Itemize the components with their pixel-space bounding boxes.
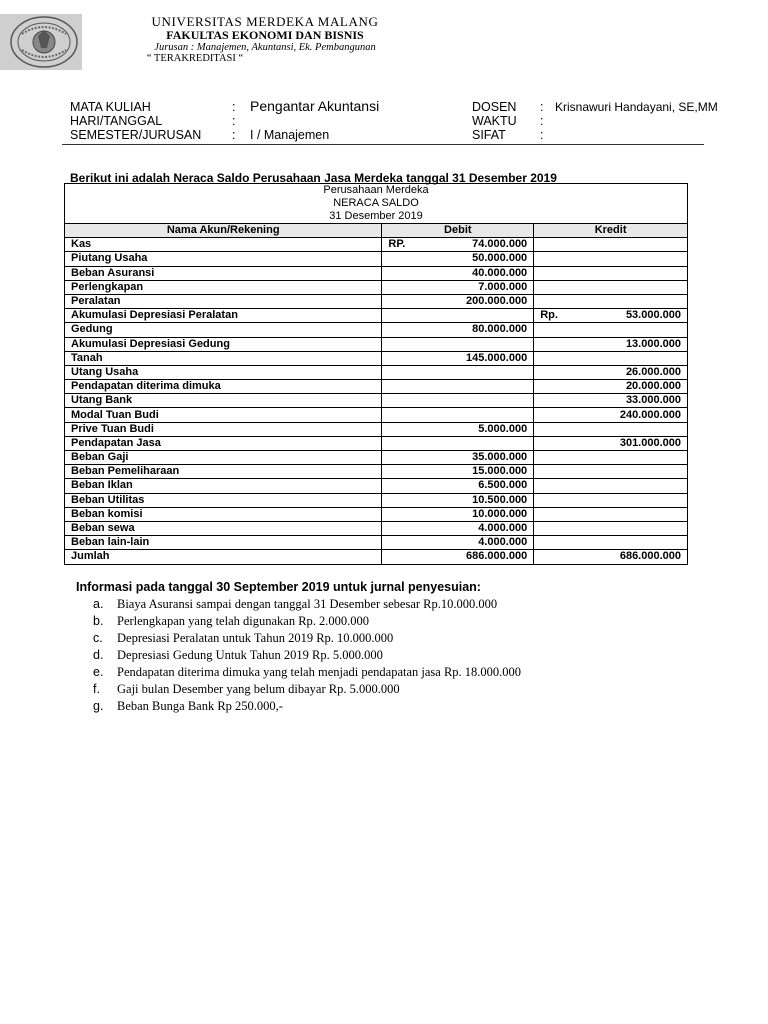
- account-name: Peralatan: [65, 294, 382, 308]
- credit-cell: [534, 493, 688, 507]
- account-name: Kas: [65, 238, 382, 252]
- table-row: [65, 280, 688, 294]
- colon: :: [540, 100, 544, 114]
- credit-prefix: Rp.: [540, 309, 558, 322]
- debit-value: 10.000.000: [472, 507, 528, 520]
- debit-cell: [382, 550, 534, 564]
- item-letter: d.: [93, 648, 104, 662]
- credit-cell: [534, 323, 688, 337]
- credit-value: 301.000.000: [619, 436, 681, 449]
- credit-cell: [534, 394, 688, 408]
- seal-icon: [0, 14, 82, 70]
- debit-cell: [382, 252, 534, 266]
- account-name: Pendapatan diterima dimuka: [65, 380, 382, 394]
- account-name: Beban Pemeliharaan: [65, 465, 382, 479]
- account-name: Beban Gaji: [65, 451, 382, 465]
- debit-cell: [382, 365, 534, 379]
- item-letter: c.: [93, 631, 103, 645]
- adjustment-heading: Informasi pada tanggal 30 September 2019 untuk jurnal penyesuian:: [76, 580, 481, 594]
- table-row: [65, 479, 688, 493]
- debit-value: 145.000.000: [466, 351, 528, 364]
- item-text: Beban Bunga Bank Rp 250.000,-: [117, 699, 283, 713]
- account-name: Jumlah: [65, 550, 382, 564]
- credit-cell: [534, 422, 688, 436]
- debit-cell: [382, 479, 534, 493]
- item-text: Depresiasi Gedung Untuk Tahun 2019 Rp. 5.000.000: [117, 648, 383, 662]
- debit-cell: [382, 380, 534, 394]
- debit-value: 74.000.000: [472, 238, 528, 251]
- table-row: [65, 309, 688, 323]
- credit-value: 33.000.000: [625, 394, 681, 407]
- adjustment-item: [93, 597, 497, 612]
- item-letter: g.: [93, 699, 104, 713]
- item-text: Biaya Asuransi sampai dengan tanggal 31 Desember sebesar Rp.10.000.000: [117, 597, 498, 611]
- credit-cell: [534, 280, 688, 294]
- debit-cell: [382, 294, 534, 308]
- waktu-label: WAKTU: [472, 114, 517, 128]
- colon: :: [232, 128, 236, 142]
- debit-cell: [382, 465, 534, 479]
- dosen-label: DOSEN: [472, 100, 517, 114]
- item-text: Gaji bulan Desember yang belum dibayar Rp. 5.000.000: [117, 682, 400, 696]
- table-row: [65, 408, 688, 422]
- debit-value: 7.000.000: [478, 280, 528, 293]
- credit-cell: [534, 550, 688, 564]
- debit-cell: [382, 309, 534, 323]
- table-row: [65, 351, 688, 365]
- debit-value: 50.000.000: [472, 252, 528, 265]
- credit-cell: [534, 521, 688, 535]
- debit-cell: [382, 337, 534, 351]
- debit-cell: [382, 521, 534, 535]
- departments: Jurusan : Manajemen, Akuntansi, Ek. Pembangunan: [154, 42, 376, 53]
- divider: [62, 144, 704, 145]
- table-row: [65, 365, 688, 379]
- mata-kuliah-value: Pengantar Akuntansi: [250, 98, 380, 114]
- credit-value: 13.000.000: [625, 337, 681, 350]
- credit-cell: [534, 252, 688, 266]
- debit-cell: [382, 422, 534, 436]
- debit-value: 4.000.000: [478, 536, 528, 549]
- debit-cell: [382, 351, 534, 365]
- table-row: [65, 337, 688, 351]
- account-name: Prive Tuan Budi: [65, 422, 382, 436]
- account-name: Gedung: [65, 323, 382, 337]
- credit-cell: [534, 465, 688, 479]
- table-row: [65, 436, 688, 450]
- item-letter: e.: [93, 665, 104, 679]
- credit-cell: [534, 479, 688, 493]
- credit-value: 240.000.000: [619, 408, 681, 421]
- faculty-name: FAKULTAS EKONOMI DAN BISNIS: [166, 28, 364, 42]
- account-name: Akumulasi Depresiasi Peralatan: [65, 309, 382, 323]
- table-row: [65, 550, 688, 564]
- debit-value: 6.500.000: [478, 479, 528, 492]
- item-letter: f.: [93, 682, 100, 696]
- report-title: NERACA SALDO: [65, 197, 688, 210]
- account-name: Perlengkapan: [65, 280, 382, 294]
- adjustment-item: [93, 631, 393, 646]
- semester-value: I / Manajemen: [250, 128, 330, 142]
- colon: :: [540, 114, 544, 128]
- colon: :: [232, 100, 236, 114]
- account-name: Pendapatan Jasa: [65, 436, 382, 450]
- debit-cell: [382, 536, 534, 550]
- debit-cell: [382, 280, 534, 294]
- account-name: Modal Tuan Budi: [65, 408, 382, 422]
- account-name: Beban lain-lain: [65, 536, 382, 550]
- accreditation: “ TERAKREDITASI “: [146, 53, 244, 64]
- debit-prefix: RP.: [388, 238, 406, 251]
- table-row: [65, 294, 688, 308]
- debit-cell: [382, 323, 534, 337]
- trial-balance-table: [64, 183, 688, 565]
- col-debit-header: Debit: [382, 224, 534, 238]
- item-letter: a.: [93, 597, 104, 611]
- debit-cell: [382, 238, 534, 252]
- university-name: UNIVERSITAS MERDEKA MALANG: [151, 14, 379, 29]
- debit-value: 4.000.000: [478, 522, 528, 535]
- credit-cell: [534, 351, 688, 365]
- adjustment-item: [93, 614, 369, 629]
- col-credit-header: Kredit: [534, 224, 688, 238]
- debit-cell: [382, 408, 534, 422]
- account-name: Beban Iklan: [65, 479, 382, 493]
- credit-value: 686.000.000: [619, 550, 681, 563]
- account-name: Utang Bank: [65, 394, 382, 408]
- adjustment-item: [93, 648, 383, 663]
- account-name: Tanah: [65, 351, 382, 365]
- credit-cell: [534, 238, 688, 252]
- adjustment-item: [93, 699, 283, 714]
- table-row: [65, 323, 688, 337]
- table-row: [65, 422, 688, 436]
- hari-label: HARI/TANGGAL: [70, 114, 163, 128]
- debit-cell: [382, 507, 534, 521]
- table-row: [65, 266, 688, 280]
- credit-cell: [534, 436, 688, 450]
- account-name: Beban sewa: [65, 521, 382, 535]
- report-date: 31 Desember 2019: [65, 210, 688, 224]
- colon: :: [232, 114, 236, 128]
- intro-text: Berikut ini adalah Neraca Saldo Perusahaan Jasa Merdeka tanggal 31 Desember 2019: [70, 171, 557, 185]
- credit-cell: [534, 536, 688, 550]
- table-row: [65, 252, 688, 266]
- table-row: [65, 394, 688, 408]
- adjustment-item: [93, 665, 521, 680]
- col-account-header: Nama Akun/Rekening: [65, 224, 382, 238]
- credit-cell: [534, 309, 688, 323]
- debit-value: 10.500.000: [472, 493, 528, 506]
- debit-cell: [382, 493, 534, 507]
- table-row: [65, 380, 688, 394]
- credit-cell: [534, 507, 688, 521]
- semester-label: SEMESTER/JURUSAN: [70, 128, 202, 142]
- table-row: [65, 238, 688, 252]
- table-row: [65, 521, 688, 535]
- credit-cell: [534, 408, 688, 422]
- table-row: [65, 507, 688, 521]
- credit-cell: [534, 380, 688, 394]
- credit-cell: [534, 365, 688, 379]
- company-name: Perusahaan Merdeka: [65, 184, 688, 198]
- debit-value: 80.000.000: [472, 323, 528, 336]
- adjustment-item: [93, 682, 400, 697]
- dosen-value: Krisnawuri Handayani, SE,MM: [555, 100, 718, 114]
- account-name: Piutang Usaha: [65, 252, 382, 266]
- sifat-label: SIFAT: [472, 128, 506, 142]
- debit-cell: [382, 394, 534, 408]
- account-name: Beban komisi: [65, 507, 382, 521]
- table-row: [65, 451, 688, 465]
- credit-cell: [534, 337, 688, 351]
- account-name: Beban Asuransi: [65, 266, 382, 280]
- item-text: Pendapatan diterima dimuka yang telah menjadi pendapatan jasa Rp. 18.000.000: [117, 665, 522, 679]
- debit-value: 200.000.000: [466, 295, 528, 308]
- credit-cell: [534, 266, 688, 280]
- table-row: [65, 536, 688, 550]
- debit-cell: [382, 436, 534, 450]
- mata-kuliah-label: MATA KULIAH: [70, 100, 151, 114]
- account-name: Utang Usaha: [65, 365, 382, 379]
- item-letter: b.: [93, 614, 104, 628]
- debit-value: 35.000.000: [472, 451, 528, 464]
- credit-value: 26.000.000: [625, 365, 681, 378]
- debit-value: 40.000.000: [472, 266, 528, 279]
- debit-cell: [382, 451, 534, 465]
- table-row: [65, 493, 688, 507]
- debit-value: 5.000.000: [478, 422, 528, 435]
- university-logo: [0, 14, 82, 70]
- item-text: Depresiasi Peralatan untuk Tahun 2019 Rp. 10.000.000: [117, 631, 394, 645]
- credit-value: 20.000.000: [625, 380, 681, 393]
- account-name: Beban Utilitas: [65, 493, 382, 507]
- debit-cell: [382, 266, 534, 280]
- colon: :: [540, 128, 544, 142]
- credit-cell: [534, 294, 688, 308]
- credit-cell: [534, 451, 688, 465]
- item-text: Perlengkapan yang telah digunakan Rp. 2.000.000: [117, 614, 370, 628]
- table-row: [65, 465, 688, 479]
- credit-value: 53.000.000: [625, 309, 681, 322]
- debit-value: 15.000.000: [472, 465, 528, 478]
- debit-value: 686.000.000: [466, 550, 528, 563]
- account-name: Akumulasi Depresiasi Gedung: [65, 337, 382, 351]
